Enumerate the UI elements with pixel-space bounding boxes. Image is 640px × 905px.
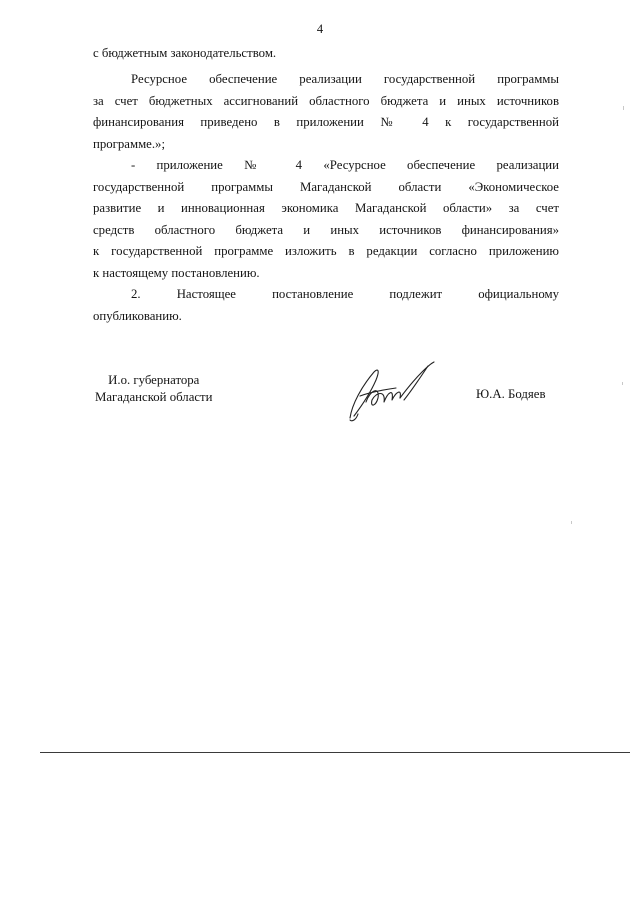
paragraph-resource bbox=[93, 69, 559, 155]
paragraph-line: развитие и инновационная экономика Магаданской области» за счет bbox=[93, 201, 559, 215]
scan-artifact bbox=[623, 106, 624, 110]
paragraph-line: средств областного бюджета и иных источников финансирования» bbox=[93, 222, 559, 237]
position-line: И.о. губернатора bbox=[108, 373, 200, 387]
scan-artifact bbox=[571, 521, 572, 524]
paragraph-line: государственной программы Магаданской области «Экономическое bbox=[93, 179, 559, 194]
position-line: Магаданской области bbox=[95, 390, 213, 404]
paragraph-publication bbox=[93, 284, 559, 327]
paragraph-line: к государственной программе изложить в редакции согласно приложению bbox=[93, 244, 559, 258]
paragraph-line: за счет бюджетных ассигнований областного бюджета и иных источников bbox=[93, 93, 559, 108]
paragraph-publication-text bbox=[93, 284, 559, 327]
paragraph-line: программе.»; bbox=[93, 136, 166, 151]
signatory-name: Ю.А. Бодяев bbox=[476, 387, 546, 401]
paragraph-line: финансирования приведено в приложении № 4 к государственной bbox=[93, 115, 559, 129]
scan-artifact bbox=[622, 382, 623, 385]
page-number: 4 bbox=[316, 22, 324, 36]
bottom-divider bbox=[40, 752, 630, 753]
signatory-position bbox=[95, 372, 213, 406]
continuation-line: с бюджетным законодательством. bbox=[93, 46, 277, 60]
handwritten-signature bbox=[340, 358, 440, 424]
paragraph-line: к настоящему постановлению. bbox=[93, 265, 260, 280]
paragraph-resource-text bbox=[93, 69, 559, 155]
paragraph-line: Ресурсное обеспечение реализации государственной программы bbox=[131, 72, 559, 86]
paragraph-line: 2. Настоящее постановление подлежит официальному bbox=[131, 287, 559, 301]
paragraph-line: - приложение № 4 «Ресурсное обеспечение реализации bbox=[131, 158, 559, 172]
paragraph-appendix-text bbox=[93, 155, 559, 284]
paragraph-appendix bbox=[93, 155, 559, 284]
paragraph-line: опубликованию. bbox=[93, 308, 182, 323]
document-body bbox=[93, 43, 559, 65]
